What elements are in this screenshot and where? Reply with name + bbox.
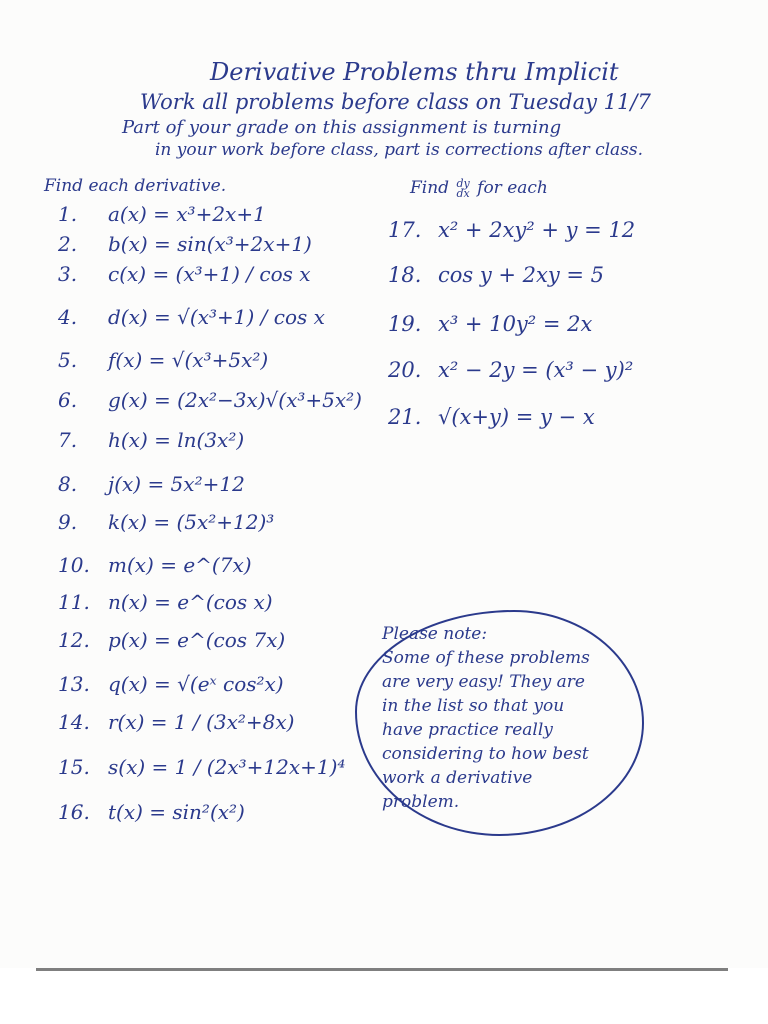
problem-expression: n(x) = e^(cos x) (108, 590, 273, 614)
problem-number: 10. (58, 553, 90, 577)
problem-item (388, 358, 633, 382)
note-line: Please note: (382, 624, 488, 644)
problem-item (58, 472, 245, 496)
problem-number: 9. (58, 510, 78, 534)
note-line: work a derivative (382, 768, 533, 788)
instruction-line-3: in your work before class, part is corrections after class. (155, 140, 644, 160)
problem-number: 5. (58, 348, 78, 372)
instruction-line-2: Part of your grade on this assignment is turning (122, 117, 562, 138)
problem-item (58, 305, 325, 329)
problem-item (58, 262, 311, 286)
problem-item (58, 428, 244, 452)
problem-item (58, 202, 266, 226)
worksheet-title: Derivative Problems thru Implicit (210, 58, 619, 86)
problem-item (388, 263, 604, 287)
problem-number: 8. (58, 472, 78, 496)
problem-number: 20. (388, 358, 422, 382)
note-text (382, 622, 632, 814)
note-line: considering to how best (382, 744, 589, 764)
note-line: problem. (382, 792, 460, 812)
problem-item (58, 800, 245, 824)
instruction-line-1: Work all problems before class on Tuesday 11/7 (140, 90, 651, 114)
note-line: have practice really (382, 720, 553, 740)
problem-number: 13. (58, 672, 90, 696)
problem-item (388, 218, 635, 242)
problem-item (388, 312, 592, 336)
problem-expression: √(x+y) = y − x (438, 405, 595, 429)
problem-expression: p(x) = e^(cos 7x) (108, 628, 286, 652)
problem-item (58, 388, 362, 412)
problem-expression: q(x) = √(eˣ cos²x) (108, 672, 284, 696)
problem-item (58, 710, 294, 734)
problem-expression: s(x) = 1 / (2x³+12x+1)⁴ (108, 755, 346, 779)
problem-item (58, 672, 284, 696)
paper-bottom-edge (36, 968, 728, 971)
problem-expression: x² − 2y = (x³ − y)² (438, 358, 634, 382)
problem-expression: a(x) = x³+2x+1 (108, 202, 266, 226)
problem-expression: f(x) = √(x³+5x²) (108, 348, 269, 372)
problem-expression: g(x) = (2x²−3x)√(x³+5x²) (108, 388, 362, 412)
dydx-fraction (456, 176, 470, 200)
problem-number: 6. (58, 388, 78, 412)
problem-number: 16. (58, 800, 90, 824)
problem-expression: x² + 2xy² + y = 12 (438, 218, 636, 242)
problem-number: 7. (58, 428, 78, 452)
problem-item (58, 628, 285, 652)
dydx-top: dy (456, 176, 470, 190)
problem-expression: d(x) = √(x³+1) / cos x (108, 305, 325, 329)
problem-expression: x³ + 10y² = 2x (438, 312, 593, 336)
problem-item (58, 348, 268, 372)
problem-number: 21. (388, 405, 422, 429)
problem-number: 18. (388, 263, 422, 287)
dydx-bottom: dx (456, 186, 470, 200)
note-line: Some of these problems (382, 648, 590, 668)
heading-for-each: for each (477, 178, 548, 198)
problem-number: 17. (388, 218, 422, 242)
problem-expression: cos y + 2xy = 5 (438, 263, 605, 287)
problem-number: 1. (58, 202, 78, 226)
problem-number: 19. (388, 312, 422, 336)
note-line: are very easy! They are (382, 672, 585, 692)
problem-item (58, 755, 345, 779)
heading-find: Find (410, 178, 450, 198)
problem-number: 14. (58, 710, 90, 734)
problem-item (58, 553, 252, 577)
problem-expression: r(x) = 1 / (3x²+8x) (108, 710, 295, 734)
problem-number: 11. (58, 590, 90, 614)
problem-expression: m(x) = e^(7x) (108, 553, 252, 577)
problem-expression: j(x) = 5x²+12 (108, 472, 245, 496)
problem-number: 4. (58, 305, 78, 329)
problem-expression: c(x) = (x³+1) / cos x (108, 262, 311, 286)
problem-number: 12. (58, 628, 90, 652)
problem-number: 15. (58, 755, 90, 779)
left-column-heading: Find each derivative. (44, 176, 227, 196)
problem-expression: k(x) = (5x²+12)³ (108, 510, 275, 534)
problem-item (58, 590, 273, 614)
problem-expression: b(x) = sin(x³+2x+1) (108, 232, 312, 256)
problem-expression: t(x) = sin²(x²) (108, 800, 245, 824)
problem-item (58, 232, 312, 256)
problem-expression: h(x) = ln(3x²) (108, 428, 245, 452)
problem-item (58, 510, 274, 534)
problem-item (388, 405, 595, 429)
problem-number: 2. (58, 232, 78, 256)
right-column-heading (410, 178, 548, 199)
note-line: in the list so that you (382, 696, 565, 716)
problem-number: 3. (58, 262, 78, 286)
